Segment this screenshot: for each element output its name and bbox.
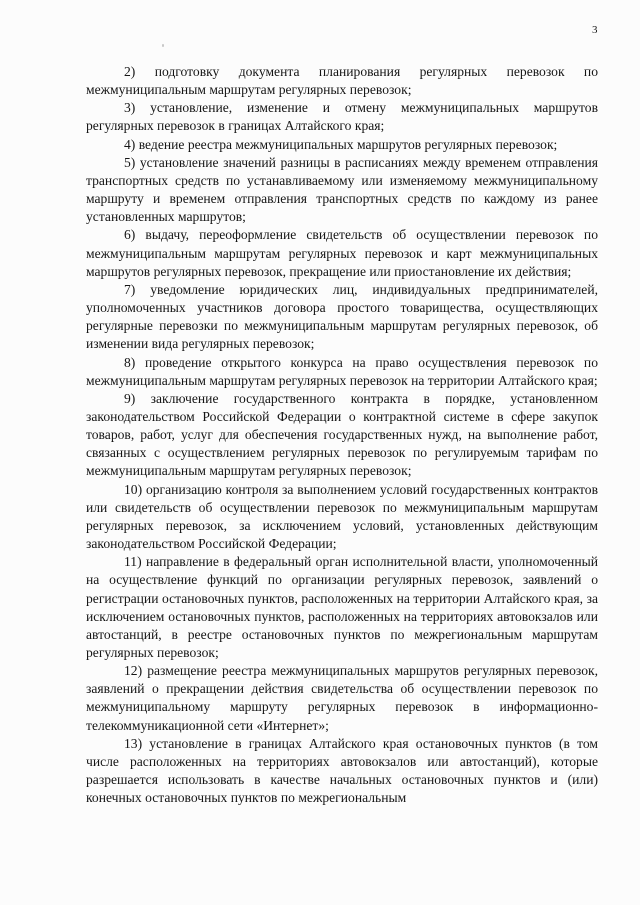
list-item-3: 3) установление, изменение и отмену межмуниципальных маршрутов регулярных перевозок в границах Алтайского края; bbox=[86, 100, 598, 134]
list-item-10: 10) организацию контроля за выполнением условий государственных контрактов или свидетельств об осуществлении перевозок по межмуниципальным маршрутам регулярных перевозок, за исключением условий, установленных действующим законодательством Российской Федерации; bbox=[86, 481, 598, 552]
body-text bbox=[86, 63, 598, 807]
list-item-2: 2) подготовку документа планирования регулярных перевозок по межмуниципальным маршрутам регулярных перевозок; bbox=[86, 64, 598, 98]
list-item-6: 6) выдачу, переоформление свидетельств об осуществлении перевозок по межмуниципальным маршрутам регулярных перевозок и карт межмуниципальных маршрутов регулярных перевозок, прекращение или приостановление их действия; bbox=[86, 227, 598, 279]
list-item-11: 11) направление в федеральный орган исполнительной власти, уполномоченный на осуществление функций по организации регулярных перевозок, заявлений о регистрации остановочных пунктов, расположенных на территории Алтайского края, за исключением остановочных пунктов, расположенных на территориях автовокзалов или автостанций, в реестре остановочных пунктов по межрегиональным маршрутам регулярных перевозок; bbox=[86, 554, 598, 660]
list-item-12: 12) размещение реестра межмуниципальных маршрутов регулярных перевозок, заявлений о прекращении действия свидетельства об осуществлении перевозок по межмуниципальному маршруту регулярных перевозок в информационно-телекоммуникационной сети «Интернет»; bbox=[86, 663, 598, 733]
list-item-9: 9) заключение государственного контракта в порядке, установленном законодательством Российской Федерации о контрактной системе в сфере закупок товаров, работ, услуг для обеспечения государственных нужд, на выполнение работ, связанных с осуществлением регулярных перевозок по регулируемым тарифам по межмуниципальным маршрутам регулярных перевозок; bbox=[86, 390, 598, 479]
list-item-4: 4) ведение реестра межмуниципальных маршрутов регулярных перевозок; bbox=[124, 136, 558, 152]
page-number: 3 bbox=[592, 24, 598, 36]
list-item-13: 13) установление в границах Алтайского края остановочных пунктов (в том числе расположенных на территориях автовокзалов или автостанций), которые разрешается использовать в качестве начальных остановочных пунктов и (или) конечных остановочных пунктов по межрегиональным bbox=[86, 735, 598, 806]
list-item-8: 8) проведение открытого конкурса на право осуществления перевозок по межмуниципальным маршрутам регулярных перевозок на территории Алтайского края; bbox=[86, 354, 598, 388]
scan-speck bbox=[162, 44, 164, 47]
list-item-7: 7) уведомление юридических лиц, индивидуальных предпринимателей, уполномоченных участников договора простого товарищества, осуществляющих регулярные перевозки по межмуниципальным маршрутам регулярных перевозок, об изменении вида регулярных перевозок; bbox=[86, 281, 598, 352]
list-item-5: 5) установление значений разницы в расписаниях между временем отправления транспортных средств по устанавливаемому или изменяемому межмуниципальному маршруту и временем отправления транспортных средств по каждому из ранее установленных маршрутов; bbox=[86, 154, 598, 225]
